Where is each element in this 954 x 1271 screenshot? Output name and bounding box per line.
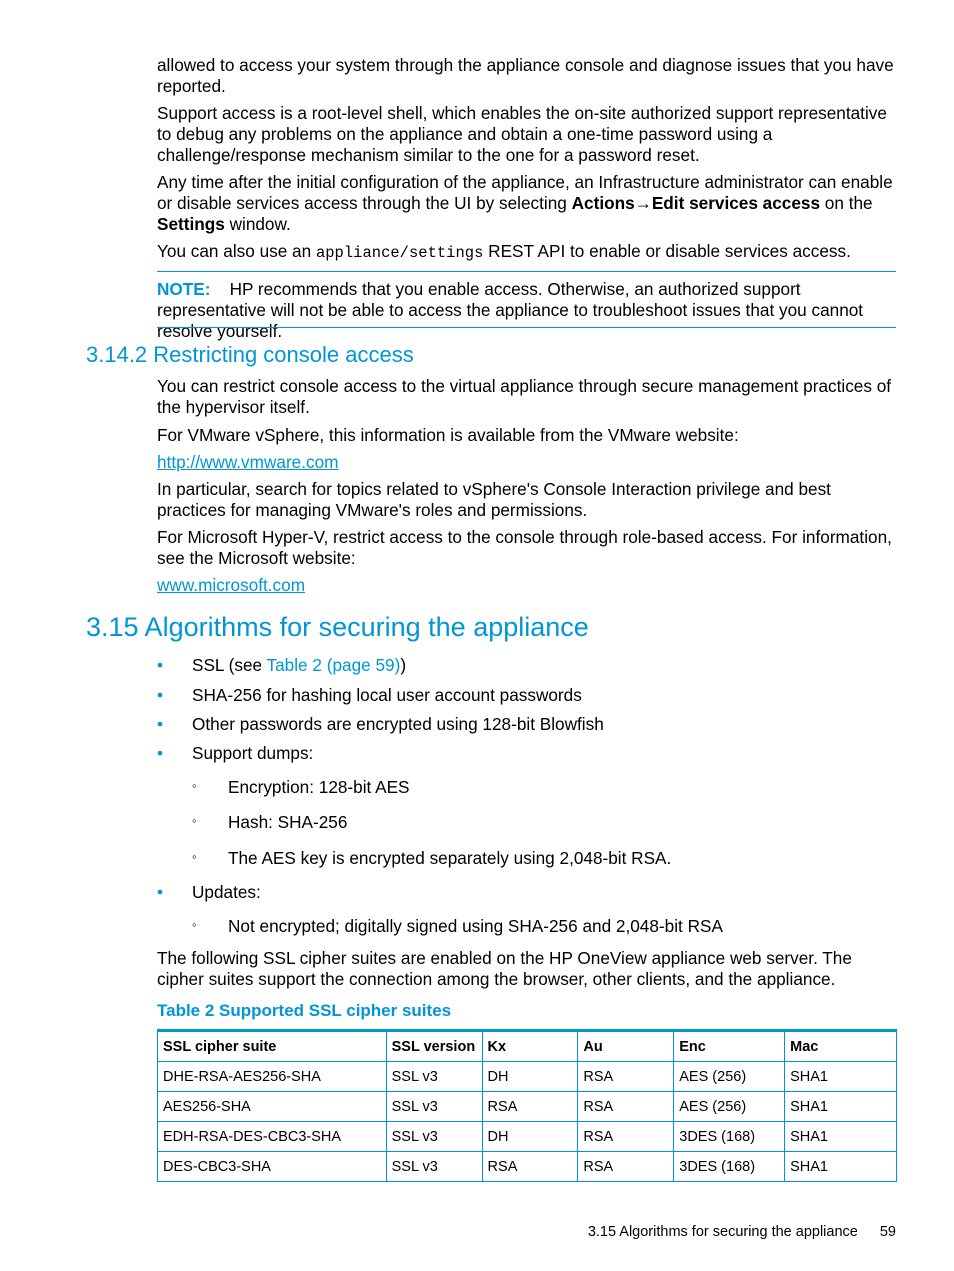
table-cell: SHA1 [785,1062,897,1092]
bullet-text: Other passwords are encrypted using 128-bit Blowfish [192,714,604,734]
bullet-text: Support dumps: [192,743,314,763]
bullet-text: Updates: [192,882,261,902]
table-cell: SHA1 [785,1092,897,1122]
table-row [158,1092,897,1122]
microsoft-link[interactable]: www.microsoft.com [157,575,306,595]
sub-bullet-icon: ◦ [192,849,197,864]
table-cell: AES (256) [674,1062,785,1092]
table-2-link[interactable]: Table 2 (page 59) [266,655,401,675]
table-cell: DHE-RSA-AES256-SHA [158,1062,387,1092]
table-cell: AES (256) [674,1092,785,1122]
section-heading-3-15: 3.15 Algorithms for securing the appliance [86,612,589,642]
p3-text-middle: on the [820,193,873,213]
vmware-link-line [157,452,897,473]
p4-text: You can also use an [157,241,316,261]
table-cell: SHA1 [785,1122,897,1152]
sub-bullet-text: The AES key is encrypted separately using 2,048-bit RSA. [228,848,672,868]
note-text: HP recommends that you enable access. Otherwise, an authorized support representative will not be able to access the appliance to troubleshoot issues that you cannot resolve yourself. [157,279,864,341]
note [157,279,897,342]
restrict-paragraph-2: For VMware vSphere, this information is available from the VMware website: [157,425,739,445]
table-cell: SSL v3 [386,1122,482,1152]
section-heading-3-14-2: 3.14.2 Restricting console access [86,342,414,367]
bullet-ssl-text: SSL (see [192,655,267,675]
table-cell: SSL v3 [386,1152,482,1182]
menu-actions: Actions [571,193,635,213]
p3-text: Any time after the initial configuration of the appliance, an Infrastructure administrator can enable or disable services access through the UI by selecting [157,172,893,213]
table-caption: Table 2 Supported SSL cipher suites [157,1001,452,1020]
column-header: Au [578,1031,674,1062]
table-cell: EDH-RSA-DES-CBC3-SHA [158,1122,387,1152]
sub-bullet-text: Hash: SHA-256 [228,812,348,832]
note-bottom-rule [157,327,896,328]
api-code: appliance/settings [315,244,484,262]
table-cell: DH [482,1062,578,1092]
table-cell: SSL v3 [386,1062,482,1092]
intro-paragraph-2: Support access is a root-level shell, which enables the on-site authorized support representative to debug any problems on the appliance and obtain a one-time password using a challenge/response mechanism similar to the one for a password reset. [157,103,887,165]
table-row [158,1062,897,1092]
bullet-text [192,655,406,676]
note-top-rule [157,271,896,272]
microsoft-link-line [157,575,897,596]
restrict-paragraph-3: In particular, search for topics related to vSphere's Console Interaction privilege and best practices for managing VMware's roles and permissions. [157,479,831,520]
table-row [158,1152,897,1182]
column-header: Enc [674,1031,785,1062]
table-cell: RSA [578,1092,674,1122]
table-cell: DH [482,1122,578,1152]
sub-bullet-text: Not encrypted; digitally signed using SHA-256 and 2,048-bit RSA [228,916,723,936]
p3-text-end: window. [224,214,291,234]
p4-text-end: REST API to enable or disable services access. [483,241,851,261]
column-header: Kx [482,1031,578,1062]
table-cell: AES256-SHA [158,1092,387,1122]
column-header: Mac [785,1031,897,1062]
bullet-icon: • [157,714,164,734]
table-row [158,1122,897,1152]
table-cell: 3DES (168) [674,1122,785,1152]
page-number: 59 [879,1224,896,1240]
menu-edit-services-access: Edit services access [651,193,821,213]
bullet-icon: • [157,685,164,705]
cipher-intro-paragraph: The following SSL cipher suites are enabled on the HP OneView appliance web server. The cipher suites support the connection among the browser, other clients, and the appliance. [157,948,852,989]
table-cell: RSA [578,1122,674,1152]
cipher-suites-table [157,1029,897,1182]
sub-bullet-icon: ◦ [192,778,197,793]
table-cell: RSA [578,1062,674,1092]
table-cell: SHA1 [785,1152,897,1182]
intro-paragraph-4 [157,241,897,264]
sub-bullet-icon: ◦ [192,813,197,828]
bullet-icon: • [157,743,164,763]
table-cell: RSA [482,1092,578,1122]
note-label: NOTE: [157,279,211,299]
arrow-icon: → [634,193,652,213]
bullet-ssl-close: ) [400,655,407,675]
table-cell: 3DES (168) [674,1152,785,1182]
intro-paragraph-3 [157,172,897,235]
footer-section-title: 3.15 Algorithms for securing the appliance [587,1224,858,1240]
sub-bullet-text: Encryption: 128-bit AES [228,777,410,797]
column-header: SSL version [386,1031,482,1062]
table-header-row [158,1031,897,1062]
table-cell: RSA [578,1152,674,1182]
page-footer [588,1222,896,1242]
bullet-icon: • [157,655,164,675]
restrict-paragraph-1: You can restrict console access to the virtual appliance through secure management practices of the hypervisor itself. [157,376,892,417]
sub-bullet-icon: ◦ [192,917,197,932]
table-cell: DES-CBC3-SHA [158,1152,387,1182]
intro-paragraph-1: allowed to access your system through the appliance console and diagnose issues that you have reported. [157,55,894,96]
table-cell: RSA [482,1152,578,1182]
column-header: SSL cipher suite [158,1031,387,1062]
restrict-paragraph-4: For Microsoft Hyper-V, restrict access to the console through role-based access. For information, see the Microsoft website: [157,527,892,568]
settings-label: Settings [157,214,225,234]
vmware-link[interactable]: http://www.vmware.com [157,452,339,472]
bullet-text: SHA-256 for hashing local user account passwords [192,685,582,705]
bullet-icon: • [157,882,164,902]
table-cell: SSL v3 [386,1092,482,1122]
